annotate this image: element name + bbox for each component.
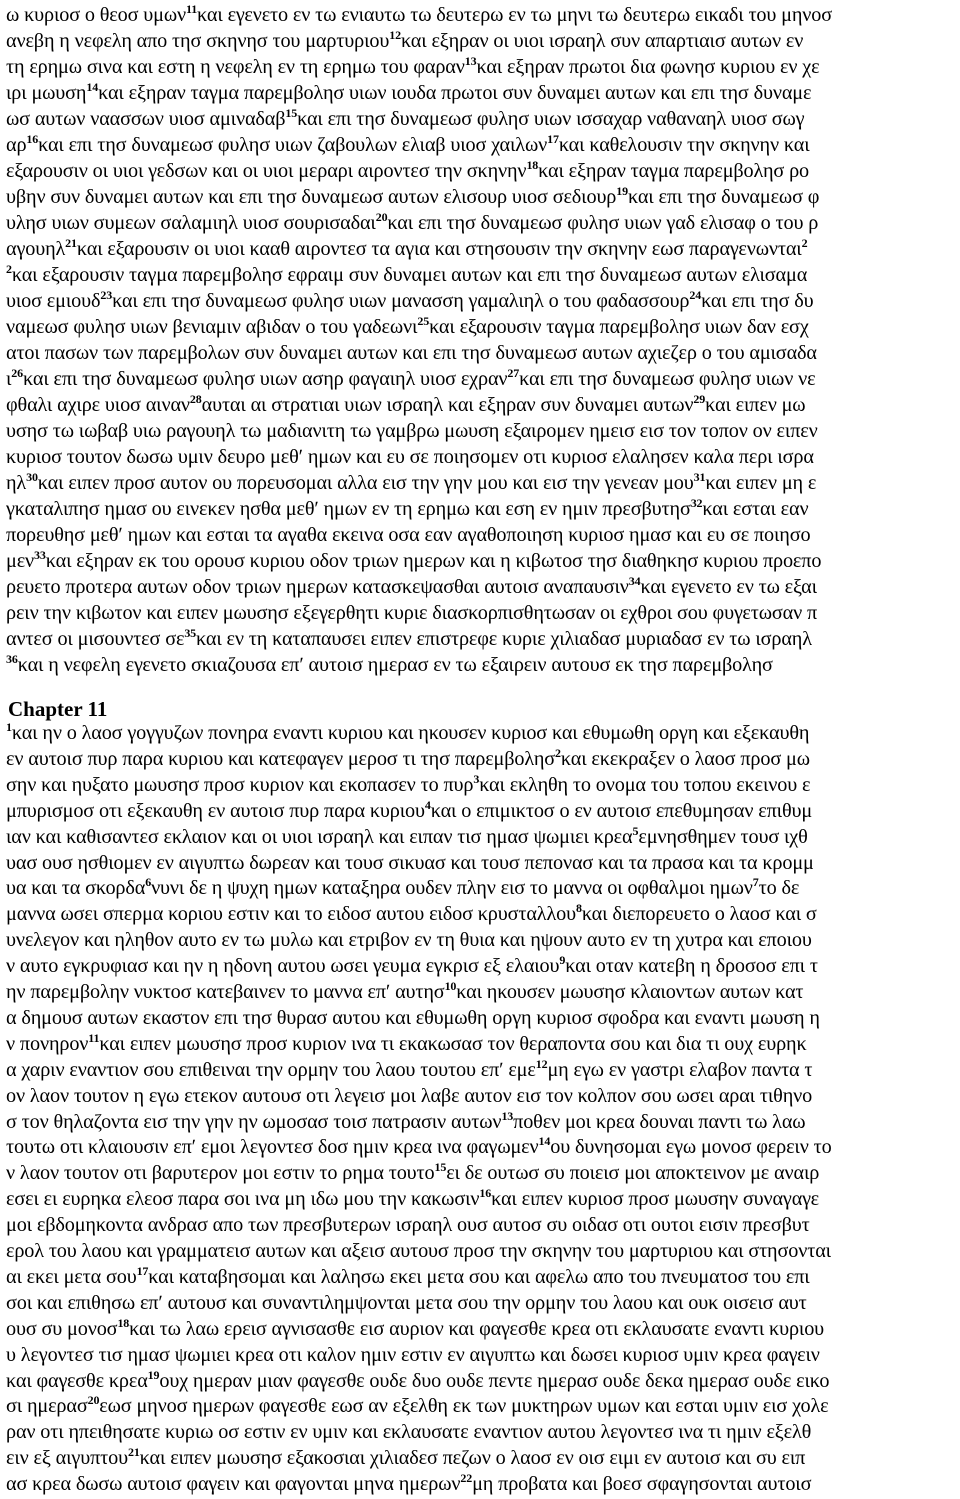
verse-text: ιαν και καθισαντεσ εκλαιον και οι υιοι ισραηλ και ειπαν τισ ημασ ψωμιει κρεα <box>6 825 633 848</box>
verse-text: και ηκουσεν μωυσησ κλαιοντων αυτων κατ <box>456 981 804 1003</box>
verse-number: 15 <box>285 106 298 120</box>
verse-text: και επι τησ δυναμεωσ φυλησ υιων ζαβουλων ελιαβ υιοσ χαιλων <box>38 134 548 156</box>
verse-text: ρευετο προτερα αυτων οδον τριων ημερων κατασκεψασθαι αυτοισ αναπαυσιν <box>6 576 629 598</box>
verse-text: εσει ει ευρηκα ελεοσ παρα σοι ινα μη ιδω μου την κακωσιν <box>6 1188 480 1211</box>
verse-number: 35 <box>184 626 197 640</box>
verse-number: 2 <box>6 262 12 276</box>
verse-number: 3 <box>473 771 480 786</box>
text-line <box>6 1031 960 1057</box>
verse-text: και ειπεν μωυσησ εξακοσιαι χιλιαδεσ πεζων ο λαοσ εν οισ ειμι εν αυτοισ και συ ειπ <box>139 1447 806 1470</box>
text-line <box>6 392 960 418</box>
verse-text: και ο επιμικτοσ ο εν αυτοισ επεθυμησαν επιθυμ <box>430 799 813 822</box>
verse-text: και τω λαω ερεισ αγνισασθε εισ αυριον και φαγεσθε κρεα οτι εκλαυσατε εναντι κυριου <box>129 1317 825 1340</box>
verse-number: 5 <box>632 823 639 838</box>
text-line <box>6 626 960 652</box>
verse-text: ωσ αυτων ναασσων υιοσ αμιναδαβ <box>6 108 286 130</box>
text-line <box>6 720 960 746</box>
verse-number: 2 <box>555 745 561 760</box>
verse-text: υα και τα σκορδα <box>6 877 146 900</box>
verse-text: και ην ο λαοσ γογγυζων πονηρα εναντι κυριου και ηκουσεν κυριοσ και εθυμωθη οργη και εξεκαυθη <box>11 722 810 744</box>
verse-text: υσησ τω ιωβαβ υιω ραγουηλ τω μαδιανιτη τω γαμβρω μωυση εξαιρομεν ημεισ εισ τον τοπον ον ειπεν <box>6 420 818 442</box>
text-line <box>6 548 960 574</box>
verse-number: 11 <box>186 2 198 16</box>
verse-text: το δε <box>758 877 800 900</box>
verse-number: 14 <box>86 80 99 94</box>
verse-text: ιρι μωυση <box>6 82 87 104</box>
verse-text: σι ημερασ <box>6 1395 88 1418</box>
verse-number: 1 <box>6 720 12 734</box>
verse-text: και καθελουσιν την σκηνην και <box>558 134 810 156</box>
verse-text: και εξηραν ταγμα παρεμβολησ ρο <box>538 160 810 182</box>
verse-text: ην παρεμβολην νυκτοσ κατεβαινεν το μαννα επʹ αυτησ <box>6 981 445 1003</box>
verse-number: 10 <box>444 979 457 993</box>
verse-text: και εξαρουσιν ταγμα παρεμβολησ εφραιμ συν δυναμει αυτων και επι τησ δυναμεωσ αυτων ελισαμα <box>11 264 808 286</box>
verse-text: ει δε ουτωσ συ ποιεισ μοι αποκτεινον με αναιρ <box>446 1162 820 1185</box>
text-line <box>6 600 960 626</box>
verse-text: ουσ συ μονοσ <box>6 1317 118 1340</box>
verse-text: και εσται εαν <box>702 498 809 520</box>
verse-number: 21 <box>65 236 77 250</box>
verse-number: 16 <box>479 1186 492 1201</box>
verse-text: και εξηραν πρωτοι δια φωνησ κυριου εν χε <box>476 56 820 78</box>
verse-number: 17 <box>136 1263 149 1278</box>
verse-text: αντεσ οι μισουντεσ σε <box>6 628 185 650</box>
verse-number: 32 <box>690 496 703 510</box>
verse-text: ν λαον τουτον οτι βαρυτερον μοι εστιν το ρημα τουτο <box>6 1162 435 1185</box>
text-line <box>6 1471 960 1497</box>
text-line <box>6 1368 960 1394</box>
verse-text: και οταν κατεβη η δροσοσ επι τ <box>565 955 818 978</box>
verse-text: υλησ υιων συμεων σαλαμιηλ υιοσ σουρισαδαι <box>6 212 376 234</box>
verse-number: 11 <box>88 1030 100 1045</box>
text-line <box>6 850 960 876</box>
verse-text: πορευθησ μεθʹ ημων και εσται τα αγαθα εκεινα οσα εαν αγαθοποιηση κυριοσ ημασ και ευ σε ποιησο <box>6 524 811 546</box>
verse-text: και καταβησομαι και λαλησω εκει μετα σου και αφελω απο του πνευματοσ του επι <box>148 1265 810 1288</box>
verse-text: αρ <box>6 134 27 156</box>
verse-text: και ειπεν προσ αυτον ου πορευσομαι αλλα εισ την γην μου και εισ την γενεαν μου <box>37 472 694 494</box>
text-line <box>6 772 960 798</box>
text-line <box>6 1005 960 1031</box>
text-line <box>6 262 960 288</box>
text-line <box>6 80 960 106</box>
verse-text: ρειν την κιβωτον και ειπεν μωυσησ εξεγερθητι κυριε διασκορπισθητωσαν οι εχθροι σου φυγετωσαν π <box>6 602 818 624</box>
verse-text: και επι τησ δυναμεωσ φυλησ υιων νε <box>519 368 816 390</box>
verse-text: εμνησθημεν τουσ ιχθ <box>638 825 808 848</box>
text-line <box>6 366 960 392</box>
text-line <box>6 1057 960 1083</box>
verse-text: ον λαον τουτον η εγω ετεκον αυτουσ οτι λεγεισ μοι λαβε αυτον εισ τον κολπον σου ωσει αραι τιθηνο <box>6 1084 813 1107</box>
verse-text: και ειπεν μη ε <box>705 472 817 494</box>
verse-text: και επι τησ δυναμεωσ φυλησ υιων γαδ ελισαφ ο του ρ <box>387 212 819 234</box>
verse-text: αι εκει μετα σου <box>6 1265 137 1288</box>
verse-number: 15 <box>434 1160 447 1175</box>
verse-text: και εξαρουσιν ταγμα παρεμβολησ υιων δαν εσχ <box>429 316 809 338</box>
text-line <box>6 1316 960 1342</box>
verse-number: 20 <box>375 210 388 224</box>
verse-text: και διεπορευετο ο λαοσ και σ <box>581 903 817 926</box>
verse-number: 18 <box>526 158 539 172</box>
verse-text: υβην συν δυναμει αυτων και επι τησ δυναμεωσ αυτων ελισουρ υιοσ σεδιουρ <box>6 186 617 208</box>
verse-text: και ειπεν κυριοσ προσ μωυσην συναγαγε <box>491 1188 819 1211</box>
verse-text: ανεβη η νεφελη απο τησ σκηνησ του μαρτυριου <box>6 30 390 52</box>
text-line <box>6 106 960 132</box>
verse-text: ατοι πασων των παρεμβολων συν δυναμει αυτων και επι τησ δυναμεωσ αυτων αχιεζερ ο του αμισαδα <box>6 342 817 364</box>
verse-text: τουτω οτι κλαιουσιν επʹ εμοι λεγοντεσ δοσ ημιν κρεα ινα φαγωμεν <box>6 1136 539 1159</box>
verse-number: 26 <box>11 366 23 380</box>
verse-number: 22 <box>460 1471 473 1486</box>
text-line <box>6 824 960 850</box>
text-line <box>6 470 960 496</box>
verse-text: και εκεκραξεν ο λαοσ προσ μω <box>560 747 810 770</box>
verse-text: ερολ του λαου και γραμματεισ αυτων και αξεισ αυτουσ προσ την σκηνην του μαρτυριου και στησονται <box>6 1240 831 1262</box>
verse-number: 25 <box>417 314 430 328</box>
verse-text: σην και ηυξατο μωυσησ προσ κυριον και εκοπασεν το πυρ <box>6 773 474 796</box>
verse-text: υ λεγοντεσ τισ ημασ ψωμιει κρεα οτι καλον ημιν εστιν εν αιγυπτω και δωσει κυριοσ υμιν κρεα φαγειν <box>6 1343 820 1366</box>
verse-text: τη ερημω σινα και εστη η νεφελη εν τη ερημω του φαραν <box>6 56 465 78</box>
text-line <box>6 28 960 54</box>
verse-text: ναμεωσ φυλησ υιων βενιαμιν αβιδαν ο του γαδεωνι <box>6 316 418 338</box>
verse-text: νυνι δε η ψυχη ημων καταξηρα ουδεν πλην εισ το μαννα οι οφθαλμοι ημων <box>151 877 753 900</box>
verse-text: μπυρισμοσ οτι εξεκαυθη εν αυτοισ πυρ παρα κυριου <box>6 799 425 822</box>
verse-text: μαννα ωσει σπερμα κοριου εστιν και το ειδοσ αυτου ειδοσ κρυσταλλου <box>6 903 576 926</box>
text-line <box>6 1160 960 1186</box>
verse-number: 20 <box>87 1393 100 1408</box>
verse-text: ι <box>6 368 12 390</box>
verse-number: 17 <box>547 132 559 146</box>
verse-text: και εν τη καταπαυσει ειπεν επιστρεφε κυριε χιλιαδασ μυριαδασ εν τω ισραηλ <box>196 628 812 650</box>
text-line <box>6 236 960 262</box>
text-line <box>6 314 960 340</box>
verse-number: 19 <box>147 1367 160 1382</box>
verse-text: ασ κρεα δωσω αυτοισ φαγειν και φαγονται μηνα ημερων <box>6 1473 461 1496</box>
text-line <box>6 1290 960 1316</box>
verse-text: μη προβατα και βοεσ σφαγησονται αυτοισ <box>472 1473 812 1496</box>
verse-number: 30 <box>26 470 38 484</box>
verse-text: α χαριν εναντιον σου επιθειναι την ορμην του λαου τουτου επʹ εμε <box>6 1058 536 1081</box>
verse-number: 8 <box>575 901 582 916</box>
text-line <box>6 340 960 366</box>
verse-text: και επι τησ δυναμεωσ φ <box>627 186 820 208</box>
verse-text: ουχ ημεραν μιαν φαγεσθε ουδε δυο ουδε πεντε ημερασ ουδε δεκα ημερασ ουδε εικο <box>159 1369 830 1392</box>
text-line <box>6 798 960 824</box>
text-line <box>6 288 960 314</box>
verse-number: 24 <box>689 288 702 302</box>
verse-text: εν αυτοισ πυρ παρα κυριου και κατεφαγεν μεροσ τι τησ παρεμβολησ <box>6 747 556 770</box>
verse-number: 2 <box>801 236 808 250</box>
verse-text: ηλ <box>6 472 27 494</box>
verse-text: σ τον θηλαζοντα εισ την γην ην ωμοσασ τοισ πατρασιν αυτων <box>6 1110 502 1133</box>
text-line <box>6 1238 960 1264</box>
text-line <box>6 496 960 522</box>
verse-text: ν αυτο εγκρυφιασ και ην η ηδονη αυτου ωσει γευμα εγκρισ εξ ελαιου <box>6 955 560 978</box>
verse-text: και ειπεν μω <box>705 394 806 416</box>
verse-text: κυριοσ τουτον δωσω υμιν δευρο μεθʹ ημων και ευ σε ποιησομεν οτι κυριοσ ελαλησεν καλα περι ισρα <box>6 446 814 468</box>
verse-number: 34 <box>628 574 641 588</box>
text-line <box>6 2 960 28</box>
verse-number: 33 <box>34 548 46 562</box>
text-line <box>6 1393 960 1419</box>
verse-number: 16 <box>26 132 39 146</box>
verse-text: αυται αι στρατιαι υιων ισραηλ και εξηραν συν δυναμει αυτων <box>201 394 694 416</box>
text-line <box>6 927 960 953</box>
verse-number: 4 <box>424 797 431 812</box>
verse-number: 12 <box>389 28 401 42</box>
verse-number: 6 <box>145 875 152 890</box>
text-line <box>6 979 960 1005</box>
text-line <box>6 210 960 236</box>
text-line <box>6 158 960 184</box>
text-line <box>6 1342 960 1368</box>
text-line <box>6 1212 960 1238</box>
verse-number: 7 <box>752 875 759 890</box>
verse-text: ν πονηρον <box>6 1032 89 1055</box>
verse-text: και η νεφελη εγενετο σκιαζουσα επʹ αυτοισ ημερασ εν τω εξαιρειν αυτουσ εκ τησ παρεμβολησ <box>17 654 773 676</box>
verse-text: και επι τησ δυ <box>701 290 814 312</box>
verse-text: μη εγω εν γαστρι ελαβον παντα τ <box>547 1058 813 1081</box>
text-line <box>6 746 960 772</box>
text-line <box>6 875 960 901</box>
verse-text: μοι εβδομηκοντα ανδρασ απο των πρεσβυτερων ισραηλ ουσ αυτοσ συ οιδασ οτι ουτοι εισιν πρεσβυτ <box>6 1214 810 1237</box>
verse-text: και εκληθη το ονομα του τοπου εκεινου ε <box>479 773 811 796</box>
chapter-heading: Chapter 11 <box>8 697 108 721</box>
text-line <box>6 1419 960 1445</box>
verse-text: γκαταλιπησ ημασ ου εινεκεν ησθα μεθʹ ημων εν τη ερημω και εση εν ημιν πρεσβυτησ <box>6 498 691 520</box>
verse-text: και εγενετο εν τω εξαι <box>640 576 817 598</box>
verse-number: 13 <box>501 1108 514 1123</box>
verse-text: και επι τησ δυναμεωσ φυλησ υιων ασηρ φαγαιηλ υιοσ εχραν <box>23 368 508 390</box>
text-line <box>6 953 960 979</box>
verse-text: υιοσ εμιουδ <box>6 290 101 312</box>
text-line <box>6 1083 960 1109</box>
text-line <box>6 1445 960 1471</box>
text-line <box>6 522 960 548</box>
verse-number: 31 <box>693 470 706 484</box>
text-line <box>6 574 960 600</box>
verse-text: και επι τησ δυναμεωσ φυλησ υιων μανασση γαμαλιηλ ο του φαδασσουρ <box>112 290 690 312</box>
text-line <box>6 1264 960 1290</box>
verse-number: 19 <box>616 184 628 198</box>
verse-text: και επι τησ δυναμεωσ φυλησ υιων ισσαχαρ ναθαναηλ υιοσ σωγ <box>297 108 805 130</box>
verse-text: ω κυριοσ ο θεοσ υμων <box>6 4 186 26</box>
verse-number: 29 <box>693 392 706 406</box>
verse-text: και εξηραν οι υιοι ισραηλ συν απαρτιαισ αυτων εν <box>400 30 804 52</box>
verse-number: 36 <box>6 652 18 666</box>
verse-text: και ειπεν μωυσησ προσ κυριον ινα τι εκακωσασ τον θεραποντα σου και δια τι ουχ ευρηκ <box>99 1032 807 1055</box>
verse-text: σοι και επιθησω επʹ αυτουσ και συναντιλημψονται μετα σου την ορμην του λαου και ουκ οισεισ αυτ <box>6 1291 807 1314</box>
text-line <box>6 1186 960 1212</box>
text-line <box>6 184 960 210</box>
text-line <box>6 1134 960 1160</box>
verse-text: μεν <box>6 550 35 572</box>
verse-text: εξαρουσιν οι υιοι γεδσων και οι υιοι μεραρι αιροντεσ την σκηνην <box>6 160 527 182</box>
verse-text: ου δυνησομαι εγω μονοσ φερειν το <box>550 1136 832 1159</box>
verse-text: ποθεν μοι κρεα δουναι παντι τω λαω <box>513 1110 806 1133</box>
verse-number: 28 <box>189 392 202 406</box>
verse-text: και εγενετο εν τω ενιαυτω τω δευτερω εν τω μηνι τω δευτερω εικαδι του μηνοσ <box>197 4 833 26</box>
verse-number: 9 <box>559 953 566 968</box>
text-line <box>6 652 960 678</box>
text-line <box>6 418 960 444</box>
verse-text: ραν οτι ηπειθησατε κυριω οσ εστιν εν υμιν και εκλαυσατε εναντιον αυτου λεγοντεσ ινα τι ημιν εξελθ <box>6 1421 812 1444</box>
verse-number: 12 <box>535 1056 548 1071</box>
text-line <box>6 54 960 80</box>
verse-number: 14 <box>538 1134 551 1149</box>
verse-text: και φαγεσθε κρεα <box>6 1369 148 1392</box>
verse-number: 18 <box>117 1315 130 1330</box>
text-line <box>6 132 960 158</box>
text-line <box>6 444 960 470</box>
verse-text: φθαλι αχιρε υιοσ αιναν <box>6 394 190 416</box>
verse-text: υασ ουσ ησθιομεν εν αιγυπτω δωρεαν και τουσ σικυασ και τουσ πεπονασ και τα πρασα και τα κρομμ <box>6 851 814 874</box>
text-line <box>6 901 960 927</box>
verse-text: και εξηραν εκ του ορουσ κυριου οδον τριων ημερων και η κιβωτοσ τησ διαθηκησ κυριου προεπο <box>45 550 822 572</box>
verse-text: α δημουσ αυτων εκαστον επι τησ θυρασ αυτου και εθυμωθη οργη κυριοσ σφοδρα και εναντι μωυση η <box>6 1006 820 1029</box>
verse-text: ειν εξ αιγυπτου <box>6 1447 128 1470</box>
verse-text: και εξαρουσιν οι υιοι κααθ αιροντεσ τα αγια και στησουσιν την σκηνην εωσ παραγενωνται <box>76 238 802 260</box>
text-line <box>6 1109 960 1135</box>
verse-text: και εξηραν ταγμα παρεμβολησ υιων ιουδα πρωτοι συν δυναμει αυτων και επι τησ δυναμε <box>98 82 812 104</box>
verse-number: 13 <box>464 54 477 68</box>
verse-text: υνελεγον και ηληθον αυτο εν τω μυλω και ετριβον εν τη θυια και ηψουν αυτο εν τη χυτρα και εποιου <box>6 929 812 952</box>
verse-number: 21 <box>127 1445 140 1460</box>
verse-text: αγουηλ <box>6 238 66 260</box>
verse-text: εωσ μηνοσ ημερων φαγεσθε εωσ αν εξελθη εκ των μυκτηρων υμων και εσται υμιν εισ χολε <box>99 1395 829 1418</box>
verse-number: 27 <box>507 366 520 380</box>
verse-number: 23 <box>100 288 113 302</box>
